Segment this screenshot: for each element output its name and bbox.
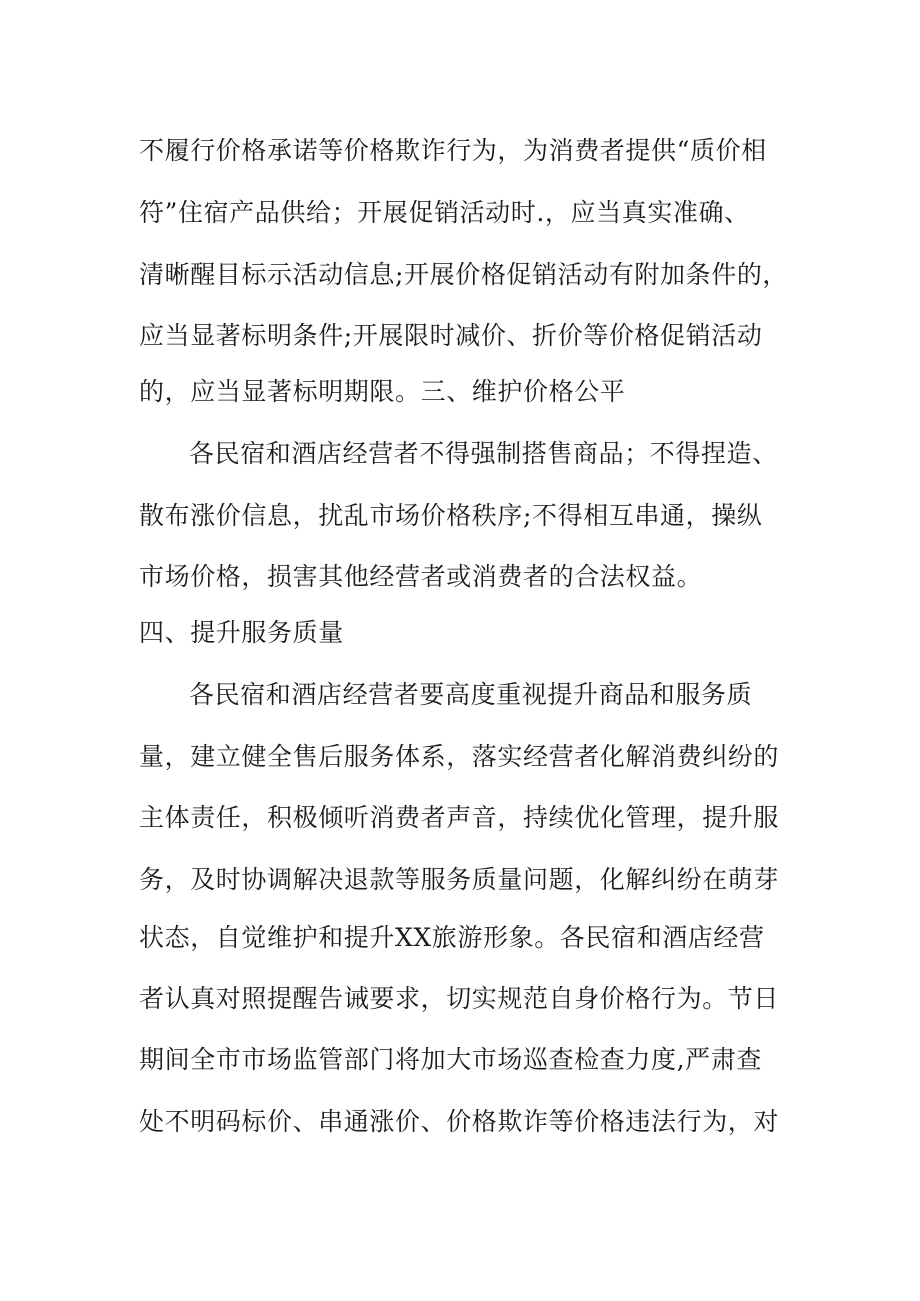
text-line: 者认真对照提醒告诫要求，切实规范自身价格行为。节日 xyxy=(139,984,780,1013)
text-line: 状态，自觉维护和提升XX旅游形象。各民宿和酒店经营 xyxy=(139,923,765,952)
text-line: 市场价格，损害其他经营者或消费者的合法权益。 xyxy=(139,562,703,591)
text-line: 清晰醒目标示活动信息;开展价格促销活动有附加条件的， xyxy=(139,260,789,289)
text-line: 应当显著标明条件;开展限时减价、折价等价格促销活动 xyxy=(139,321,763,350)
text-line: 量，建立健全售后服务体系，落实经营者化解消费纠纷的 xyxy=(139,742,780,771)
text-line: 主体责任，积极倾听消费者声音，持续优化管理，提升服 xyxy=(139,803,780,832)
text-line: 的，应当显著标明期限。三、维护价格公平 xyxy=(139,377,626,406)
paragraph-start-line: 各民宿和酒店经营者要高度重视提升商品和服务质 xyxy=(189,680,753,709)
text-line: 处不明码标价、串通涨价、价格欺诈等价格违法行为，对 xyxy=(139,1107,780,1136)
text-line: 不履行价格承诺等价格欺诈行为，为消费者提供“质价相 xyxy=(139,136,767,165)
text-line: 务，及时协调解决退款等服务质量问题，化解纠纷在萌芽 xyxy=(139,865,780,894)
text-line: 散布涨价信息，扰乱市场价格秩序;不得相互串通，操纵 xyxy=(139,501,763,530)
section-heading: 四、提升服务质量 xyxy=(139,618,344,647)
text-line: 期间全市市场监管部门将加大市场巡查检查力度,严肃查 xyxy=(139,1045,762,1074)
text-line: 符”住宿产品供给；开展促销活动时.，应当真实准确、 xyxy=(139,198,750,227)
paragraph-start-line: 各民宿和酒店经营者不得强制搭售商品；不得捏造、 xyxy=(189,439,778,468)
